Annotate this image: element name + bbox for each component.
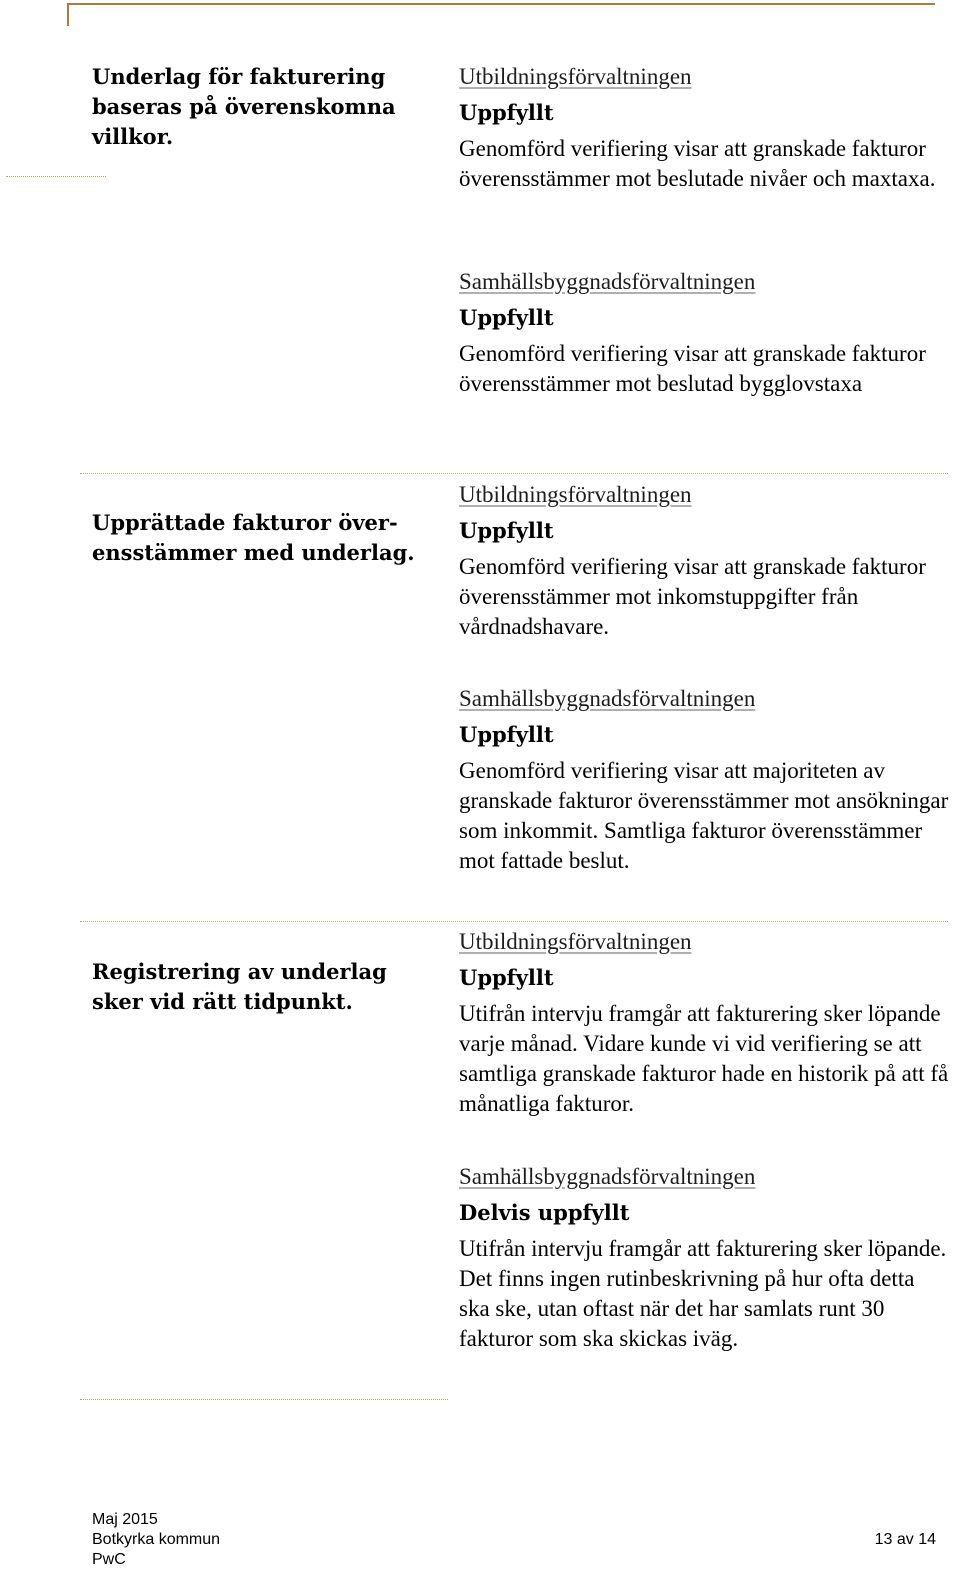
footer-date: Maj 2015 bbox=[92, 1511, 158, 1528]
status-label: Uppfyllt bbox=[459, 305, 554, 330]
entry-3-1 bbox=[459, 927, 949, 1119]
unit-label: Utbildningsförvaltningen bbox=[459, 64, 692, 89]
entry-1-1 bbox=[459, 62, 949, 194]
entry-description: Genomförd verifiering visar att granskade fakturor överensstämmer mot beslutad bygglovstaxa bbox=[459, 341, 926, 396]
header-corner-rule bbox=[67, 3, 935, 5]
unit-label: Utbildningsförvaltningen bbox=[459, 482, 692, 507]
status-label: Uppfyllt bbox=[459, 100, 554, 125]
entry-description: Utifrån intervju framgår att fakturering sker löpande. Det finns ingen rutinbeskrivning på hur ofta detta ska ske, utan oftast när det har samlats runt 30 fakturor som ska skickas iväg. bbox=[459, 1236, 947, 1351]
criterion-2: Upprättade fakturor överensstämmer med underlag. bbox=[92, 510, 415, 565]
entry-1-2 bbox=[459, 267, 949, 399]
unit-label: Samhällsbyggnadsförvaltningen bbox=[459, 1164, 756, 1189]
entry-3-2 bbox=[459, 1162, 949, 1354]
criterion-3: Registrering av underlag sker vid rätt tidpunkt. bbox=[92, 959, 387, 1014]
page-number: 13 av 14 bbox=[874, 1531, 936, 1548]
side-rule bbox=[6, 176, 106, 177]
unit-label: Samhällsbyggnadsförvaltningen bbox=[459, 686, 756, 711]
row-divider bbox=[80, 921, 948, 922]
header-corner-tick bbox=[67, 4, 69, 26]
entry-description: Utifrån intervju framgår att fakturering sker löpande varje månad. Vidare kunde vi vid verifiering se att samtliga granskade fakturor hade en historik på att få månatliga fakturor. bbox=[459, 1001, 949, 1116]
unit-label: Utbildningsförvaltningen bbox=[459, 929, 692, 954]
unit-label: Samhällsbyggnadsförvaltningen bbox=[459, 269, 756, 294]
footer-author: PwC bbox=[92, 1551, 126, 1568]
footer-organization: Botkyrka kommun bbox=[92, 1531, 221, 1548]
entry-2-2 bbox=[459, 684, 949, 876]
criterion-1: Underlag för fakturering baseras på överenskomna villkor. bbox=[92, 64, 396, 149]
status-label: Uppfyllt bbox=[459, 965, 554, 990]
status-label: Uppfyllt bbox=[459, 518, 554, 543]
section-end-rule bbox=[80, 1399, 448, 1400]
status-label: Delvis uppfyllt bbox=[459, 1200, 630, 1225]
footer-meta bbox=[92, 1510, 220, 1570]
entry-description: Genomförd verifiering visar att granskade fakturor överensstämmer mot beslutade nivåer och maxtaxa. bbox=[459, 136, 936, 191]
entry-2-1 bbox=[459, 480, 949, 642]
row-divider bbox=[80, 473, 948, 474]
entry-description: Genomförd verifiering visar att granskade fakturor överensstämmer mot inkomstuppgifter från vårdnadshavare. bbox=[459, 554, 926, 639]
status-label: Uppfyllt bbox=[459, 722, 554, 747]
entry-description: Genomförd verifiering visar att majoriteten av granskade fakturor överensstämmer mot ansökningar som inkommit. Samtliga fakturor överensstämmer mot fattade beslut. bbox=[459, 758, 949, 873]
